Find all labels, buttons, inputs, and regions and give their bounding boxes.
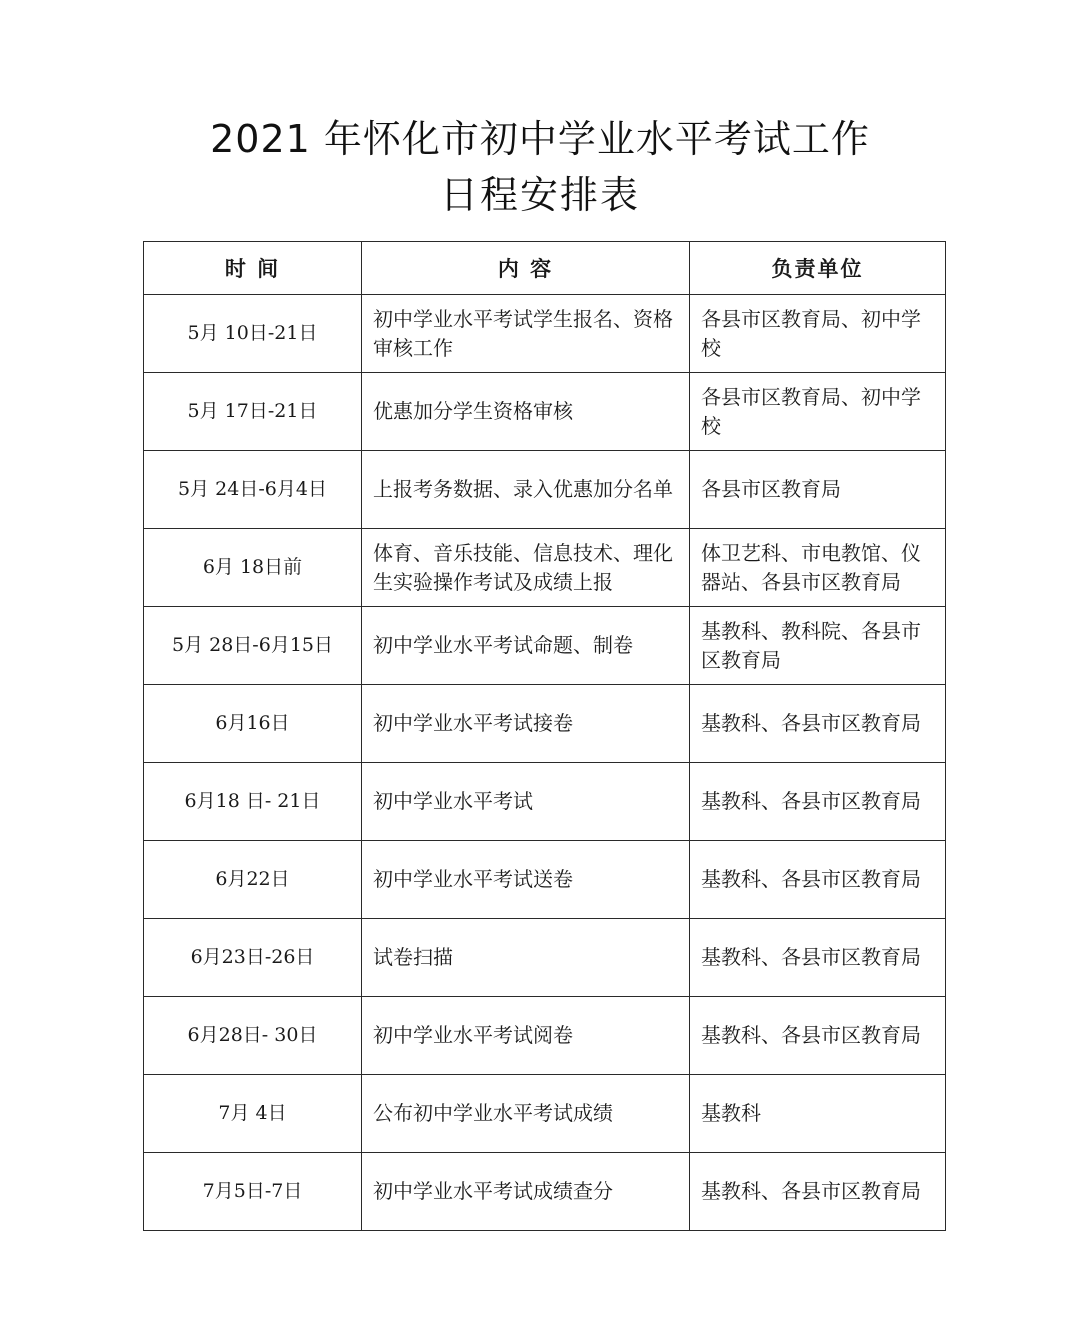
row-time: 5月 24日-6月4日 — [144, 451, 362, 529]
header-content: 内 容 — [362, 242, 690, 295]
row-unit: 体卫艺科、市电教馆、仪器站、各县市区教育局 — [690, 529, 946, 607]
table-row — [144, 529, 946, 607]
row-time: 5月 17日-21日 — [144, 373, 362, 451]
document-subtitle: 日程安排表 — [439, 173, 640, 217]
row-unit: 基教科 — [690, 1075, 946, 1153]
document-title: 2021 年怀化市初中学业水平考试工作 — [210, 117, 870, 161]
table-row — [144, 295, 946, 373]
row-unit: 各县市区教育局、初中学校 — [690, 295, 946, 373]
table-row — [144, 607, 946, 685]
row-unit: 基教科、各县市区教育局 — [690, 841, 946, 919]
row-time: 7月 4日 — [144, 1075, 362, 1153]
row-content: 公布初中学业水平考试成绩 — [362, 1075, 690, 1153]
row-time: 6月22日 — [144, 841, 362, 919]
row-unit: 各县市区教育局 — [690, 451, 946, 529]
row-content: 初中学业水平考试学生报名、资格审核工作 — [362, 295, 690, 373]
row-content: 初中学业水平考试命题、制卷 — [362, 607, 690, 685]
table-row — [144, 451, 946, 529]
table-row — [144, 373, 946, 451]
table-header-row — [144, 242, 946, 295]
row-time: 5月 28日-6月15日 — [144, 607, 362, 685]
row-content: 初中学业水平考试 — [362, 763, 690, 841]
row-time: 7月5日-7日 — [144, 1153, 362, 1231]
row-unit: 基教科、各县市区教育局 — [690, 685, 946, 763]
row-time: 6月28日- 30日 — [144, 997, 362, 1075]
header-unit: 负责单位 — [690, 242, 946, 295]
table-row — [144, 997, 946, 1075]
table-row — [144, 919, 946, 997]
row-content: 初中学业水平考试接卷 — [362, 685, 690, 763]
row-content: 试卷扫描 — [362, 919, 690, 997]
row-time: 6月16日 — [144, 685, 362, 763]
row-content: 上报考务数据、录入优惠加分名单 — [362, 451, 690, 529]
row-unit: 基教科、各县市区教育局 — [690, 919, 946, 997]
row-content: 初中学业水平考试阅卷 — [362, 997, 690, 1075]
row-unit: 基教科、各县市区教育局 — [690, 1153, 946, 1231]
table-row — [144, 685, 946, 763]
table-row — [144, 841, 946, 919]
row-unit: 基教科、教科院、各县市区教育局 — [690, 607, 946, 685]
row-content: 初中学业水平考试送卷 — [362, 841, 690, 919]
row-time: 6月 18日前 — [144, 529, 362, 607]
row-time: 5月 10日-21日 — [144, 295, 362, 373]
table-row — [144, 1075, 946, 1153]
schedule-table — [143, 241, 946, 1231]
table-row — [144, 1153, 946, 1231]
row-unit: 基教科、各县市区教育局 — [690, 997, 946, 1075]
row-unit: 基教科、各县市区教育局 — [690, 763, 946, 841]
row-time: 6月23日-26日 — [144, 919, 362, 997]
row-unit: 各县市区教育局、初中学校 — [690, 373, 946, 451]
row-content: 优惠加分学生资格审核 — [362, 373, 690, 451]
table-row — [144, 763, 946, 841]
header-time: 时 间 — [144, 242, 362, 295]
row-content: 体育、音乐技能、信息技术、理化生实验操作考试及成绩上报 — [362, 529, 690, 607]
row-content: 初中学业水平考试成绩查分 — [362, 1153, 690, 1231]
row-time: 6月18 日- 21日 — [144, 763, 362, 841]
